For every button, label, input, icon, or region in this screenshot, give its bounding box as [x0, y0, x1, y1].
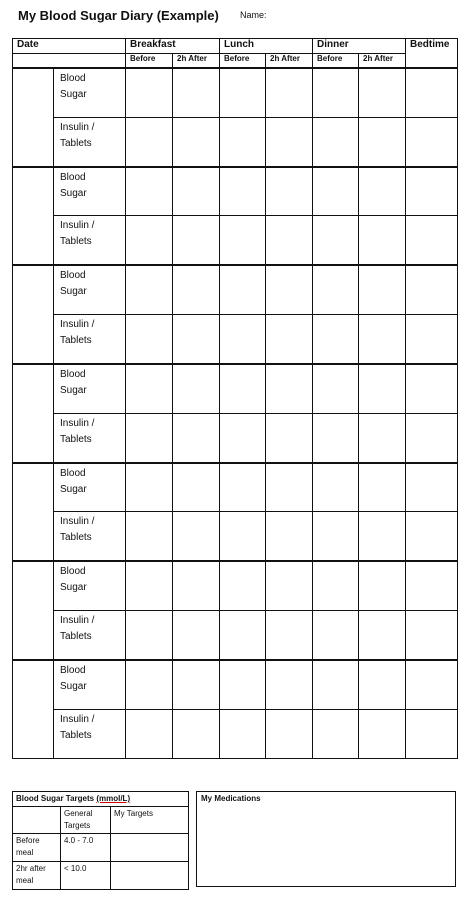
blood-sugar-label-line1: Blood: [60, 664, 86, 676]
date-cell[interactable]: [13, 265, 54, 364]
date-cell[interactable]: [13, 561, 54, 660]
blood-sugar-breakfast-before-cell[interactable]: [126, 167, 173, 216]
blood-sugar-dinner-after-cell[interactable]: [359, 463, 406, 512]
insulin-bedtime-cell[interactable]: [406, 413, 458, 462]
insulin-label-line1: Insulin /: [60, 516, 95, 528]
date-cell[interactable]: [13, 364, 54, 463]
insulin-bedtime-cell[interactable]: [406, 117, 458, 166]
blood-sugar-bedtime-cell[interactable]: [406, 265, 458, 314]
day-insulin-row: [13, 512, 458, 561]
day-blood-sugar-row: [13, 660, 458, 709]
blood-sugar-dinner-before-cell[interactable]: [313, 561, 359, 610]
insulin-lunch-after-cell[interactable]: [266, 610, 313, 659]
insulin-lunch-after-cell[interactable]: [266, 117, 313, 166]
blood-sugar-label-line1: Blood: [60, 368, 86, 380]
breakfast-before-header: Before: [126, 54, 173, 69]
before-meal-my-target[interactable]: [111, 834, 189, 862]
insulin-lunch-after-cell[interactable]: [266, 512, 313, 561]
insulin-dinner-after-cell[interactable]: [359, 216, 406, 265]
general-targets-header: [61, 807, 111, 834]
bedtime-header: Bedtime: [406, 39, 458, 69]
blood-sugar-label-line1: Blood: [60, 73, 86, 84]
blood-sugar-label-line2: Sugar: [60, 384, 87, 396]
blood-sugar-bedtime-cell[interactable]: [406, 167, 458, 216]
targets-title: [13, 792, 189, 807]
blood-sugar-breakfast-before-cell[interactable]: [126, 561, 173, 610]
blood-sugar-label-line2: Sugar: [60, 582, 87, 594]
insulin-tablets-label: [54, 117, 126, 166]
page-title: My Blood Sugar Diary (Example): [18, 8, 219, 23]
insulin-breakfast-after-cell[interactable]: [173, 610, 220, 659]
day-blood-sugar-row: [13, 364, 458, 413]
insulin-bedtime-cell[interactable]: [406, 315, 458, 364]
insulin-dinner-after-cell[interactable]: [359, 610, 406, 659]
insulin-lunch-before-cell[interactable]: [220, 216, 266, 265]
insulin-lunch-after-cell[interactable]: [266, 315, 313, 364]
insulin-lunch-after-cell[interactable]: [266, 216, 313, 265]
blood-sugar-lunch-before-cell[interactable]: [220, 561, 266, 610]
insulin-breakfast-before-cell[interactable]: [126, 512, 173, 561]
general-targets-line2: Targets: [64, 821, 91, 830]
insulin-label-line2: Tablets: [60, 433, 92, 445]
insulin-label-line1: Insulin /: [60, 417, 95, 429]
day-insulin-row: [13, 117, 458, 166]
blood-sugar-breakfast-after-cell[interactable]: [173, 68, 220, 117]
blood-sugar-bedtime-cell[interactable]: [406, 68, 458, 117]
blood-sugar-breakfast-after-cell[interactable]: [173, 265, 220, 314]
insulin-dinner-before-cell[interactable]: [313, 512, 359, 561]
blood-sugar-bedtime-cell[interactable]: [406, 463, 458, 512]
insulin-label-line1: Insulin /: [60, 713, 95, 725]
insulin-breakfast-after-cell[interactable]: [173, 709, 220, 758]
blood-sugar-breakfast-after-cell[interactable]: [173, 463, 220, 512]
date-header: Date: [13, 39, 126, 54]
blood-sugar-targets-table: [12, 791, 189, 890]
blood-sugar-dinner-after-cell[interactable]: [359, 265, 406, 314]
insulin-dinner-before-cell[interactable]: [313, 610, 359, 659]
date-subheader-blank: [13, 54, 126, 69]
insulin-tablets-label: [54, 512, 126, 561]
dinner-before-header: Before: [313, 54, 359, 69]
blood-sugar-label: [54, 561, 126, 610]
targets-blank-cell: [13, 807, 61, 834]
blood-sugar-lunch-after-cell[interactable]: [266, 660, 313, 709]
insulin-dinner-before-cell[interactable]: [313, 117, 359, 166]
blood-sugar-dinner-after-cell[interactable]: [359, 364, 406, 413]
blood-sugar-lunch-after-cell[interactable]: [266, 463, 313, 512]
insulin-lunch-after-cell[interactable]: [266, 709, 313, 758]
after-meal-my-target[interactable]: [111, 862, 189, 890]
day-blood-sugar-row: [13, 68, 458, 117]
blood-sugar-label: [54, 167, 126, 216]
name-label: Name:: [240, 10, 267, 20]
insulin-label-line2: Tablets: [60, 236, 92, 248]
blood-sugar-lunch-after-cell[interactable]: [266, 265, 313, 314]
blood-sugar-breakfast-before-cell[interactable]: [126, 463, 173, 512]
blood-sugar-dinner-after-cell[interactable]: [359, 167, 406, 216]
blood-sugar-breakfast-after-cell[interactable]: [173, 660, 220, 709]
insulin-bedtime-cell[interactable]: [406, 512, 458, 561]
blood-sugar-bedtime-cell[interactable]: [406, 660, 458, 709]
day-blood-sugar-row: [13, 265, 458, 314]
blood-sugar-label-line2: Sugar: [60, 286, 87, 298]
date-cell[interactable]: [13, 68, 54, 167]
insulin-lunch-before-cell[interactable]: [220, 413, 266, 462]
blood-sugar-lunch-before-cell[interactable]: [220, 364, 266, 413]
before-meal-general-target: 4.0 - 7.0: [61, 834, 111, 862]
insulin-breakfast-after-cell[interactable]: [173, 315, 220, 364]
insulin-lunch-before-cell[interactable]: [220, 610, 266, 659]
blood-sugar-label-line1: Blood: [60, 270, 86, 282]
lunch-header: Lunch: [220, 39, 313, 54]
blood-sugar-dinner-after-cell[interactable]: [359, 68, 406, 117]
insulin-breakfast-before-cell[interactable]: [126, 117, 173, 166]
blood-sugar-breakfast-after-cell[interactable]: [173, 364, 220, 413]
blood-sugar-lunch-after-cell[interactable]: [266, 561, 313, 610]
blood-sugar-dinner-after-cell[interactable]: [359, 660, 406, 709]
insulin-breakfast-after-cell[interactable]: [173, 413, 220, 462]
blood-sugar-lunch-before-cell[interactable]: [220, 463, 266, 512]
date-cell[interactable]: [13, 660, 54, 759]
blood-sugar-dinner-before-cell[interactable]: [313, 660, 359, 709]
day-insulin-row: [13, 315, 458, 364]
insulin-breakfast-before-cell[interactable]: [126, 709, 173, 758]
insulin-dinner-before-cell[interactable]: [313, 709, 359, 758]
day-blood-sugar-row: [13, 167, 458, 216]
after-meal-label: [13, 862, 61, 890]
blood-sugar-bedtime-cell[interactable]: [406, 364, 458, 413]
blood-sugar-breakfast-before-cell[interactable]: [126, 660, 173, 709]
insulin-breakfast-after-cell[interactable]: [173, 216, 220, 265]
blood-sugar-label: [54, 265, 126, 314]
day-insulin-row: [13, 413, 458, 462]
insulin-label-line1: Insulin /: [60, 121, 95, 133]
blood-sugar-dinner-before-cell[interactable]: [313, 265, 359, 314]
insulin-bedtime-cell[interactable]: [406, 610, 458, 659]
insulin-dinner-after-cell[interactable]: [359, 512, 406, 561]
general-targets-line1: General: [64, 809, 93, 818]
blood-sugar-dinner-after-cell[interactable]: [359, 561, 406, 610]
blood-sugar-label-line2: Sugar: [60, 89, 87, 100]
insulin-lunch-before-cell[interactable]: [220, 117, 266, 166]
blood-sugar-label: [54, 463, 126, 512]
insulin-label-line1: Insulin /: [60, 220, 95, 232]
blood-sugar-label-line2: Sugar: [60, 483, 87, 495]
insulin-dinner-before-cell[interactable]: [313, 413, 359, 462]
insulin-breakfast-before-cell[interactable]: [126, 413, 173, 462]
insulin-label-line2: Tablets: [60, 335, 92, 347]
insulin-dinner-after-cell[interactable]: [359, 315, 406, 364]
blood-sugar-dinner-before-cell[interactable]: [313, 167, 359, 216]
day-insulin-row: [13, 216, 458, 265]
day-insulin-row: [13, 610, 458, 659]
insulin-breakfast-after-cell[interactable]: [173, 512, 220, 561]
insulin-dinner-after-cell[interactable]: [359, 413, 406, 462]
insulin-breakfast-before-cell[interactable]: [126, 216, 173, 265]
blood-sugar-breakfast-before-cell[interactable]: [126, 364, 173, 413]
blood-sugar-label: [54, 68, 126, 117]
insulin-breakfast-before-cell[interactable]: [126, 610, 173, 659]
blood-sugar-label-line1: Blood: [60, 467, 86, 479]
dinner-header: Dinner: [313, 39, 406, 54]
blood-sugar-label-line2: Sugar: [60, 187, 87, 199]
insulin-breakfast-after-cell[interactable]: [173, 117, 220, 166]
blood-sugar-breakfast-before-cell[interactable]: [126, 265, 173, 314]
insulin-dinner-after-cell[interactable]: [359, 709, 406, 758]
after-meal-line2: meal: [16, 876, 34, 885]
insulin-tablets-label: [54, 610, 126, 659]
breakfast-header: Breakfast: [126, 39, 220, 54]
blood-sugar-breakfast-after-cell[interactable]: [173, 167, 220, 216]
breakfast-after-header: 2h After: [173, 54, 220, 69]
lunch-after-header: 2h After: [266, 54, 313, 69]
blood-sugar-dinner-before-cell[interactable]: [313, 364, 359, 413]
blood-sugar-lunch-before-cell[interactable]: [220, 265, 266, 314]
blood-sugar-lunch-before-cell[interactable]: [220, 68, 266, 117]
dinner-after-header: 2h After: [359, 54, 406, 69]
insulin-tablets-label: [54, 709, 126, 758]
blood-sugar-breakfast-before-cell[interactable]: [126, 68, 173, 117]
insulin-label-line1: Insulin /: [60, 319, 95, 331]
insulin-breakfast-before-cell[interactable]: [126, 315, 173, 364]
insulin-dinner-after-cell[interactable]: [359, 117, 406, 166]
before-meal-line2: meal: [16, 848, 34, 857]
blood-sugar-label-line2: Sugar: [60, 680, 87, 692]
before-meal-label: [13, 834, 61, 862]
blood-sugar-bedtime-cell[interactable]: [406, 561, 458, 610]
insulin-dinner-before-cell[interactable]: [313, 315, 359, 364]
medications-title: My Medications: [201, 794, 261, 803]
insulin-lunch-before-cell[interactable]: [220, 315, 266, 364]
insulin-label-line2: Tablets: [60, 630, 92, 642]
insulin-tablets-label: [54, 216, 126, 265]
targets-unit: (mmol/L): [96, 794, 131, 803]
insulin-bedtime-cell[interactable]: [406, 709, 458, 758]
blood-sugar-lunch-after-cell[interactable]: [266, 364, 313, 413]
date-cell[interactable]: [13, 463, 54, 562]
diary-body: [13, 68, 458, 759]
blood-sugar-dinner-before-cell[interactable]: [313, 463, 359, 512]
after-meal-general-target: < 10.0: [61, 862, 111, 890]
insulin-lunch-before-cell[interactable]: [220, 512, 266, 561]
blood-sugar-dinner-before-cell[interactable]: [313, 68, 359, 117]
insulin-bedtime-cell[interactable]: [406, 216, 458, 265]
blood-sugar-label-line1: Blood: [60, 171, 86, 183]
insulin-tablets-label: [54, 315, 126, 364]
blood-sugar-label: [54, 660, 126, 709]
lunch-before-header: Before: [220, 54, 266, 69]
insulin-label-line2: Tablets: [60, 729, 92, 741]
my-targets-header: My Targets: [111, 807, 189, 834]
blood-sugar-breakfast-after-cell[interactable]: [173, 561, 220, 610]
blood-sugar-diary-table: [12, 38, 458, 759]
insulin-label-line1: Insulin /: [60, 614, 95, 626]
insulin-tablets-label: [54, 413, 126, 462]
day-insulin-row: [13, 709, 458, 758]
date-cell[interactable]: [13, 167, 54, 266]
day-blood-sugar-row: [13, 561, 458, 610]
insulin-label-line2: Tablets: [60, 532, 92, 544]
blood-sugar-lunch-before-cell[interactable]: [220, 660, 266, 709]
targets-title-text: Blood Sugar Targets: [16, 794, 95, 803]
blood-sugar-lunch-after-cell[interactable]: [266, 167, 313, 216]
medications-box[interactable]: [196, 791, 456, 887]
blood-sugar-lunch-before-cell[interactable]: [220, 167, 266, 216]
insulin-label-line2: Tablets: [60, 137, 92, 149]
blood-sugar-label: [54, 364, 126, 413]
after-meal-line1: 2hr after: [16, 864, 46, 873]
before-meal-line1: Before: [16, 836, 40, 845]
blood-sugar-lunch-after-cell[interactable]: [266, 68, 313, 117]
insulin-lunch-after-cell[interactable]: [266, 413, 313, 462]
insulin-lunch-before-cell[interactable]: [220, 709, 266, 758]
day-blood-sugar-row: [13, 463, 458, 512]
blood-sugar-label-line1: Blood: [60, 566, 86, 578]
insulin-dinner-before-cell[interactable]: [313, 216, 359, 265]
